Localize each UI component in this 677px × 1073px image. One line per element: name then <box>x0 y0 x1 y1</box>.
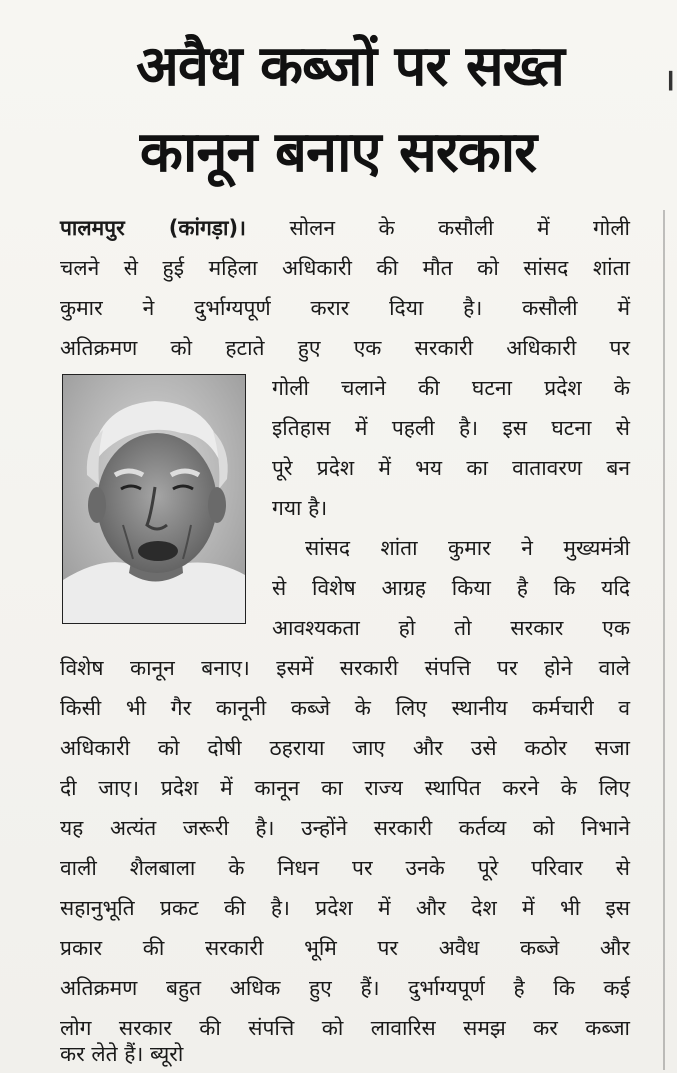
body-line-14: अधिकारी को दोषी ठहराया जाए और उसे कठोर सजा <box>60 736 630 760</box>
body-line-17: वाली शैलबाला के निधन पर उनके पूरे परिवार से <box>60 856 630 880</box>
body-line-16: यह अत्यंत जरूरी है। उन्होंने सरकारी कर्तव्य को निभाने <box>60 816 630 840</box>
body-line-15: दी जाए। प्रदेश में कानून का राज्य स्थापित करने के लिए <box>60 776 630 800</box>
body-line-13: किसी भी गैर कानूनी कब्जे के लिए स्थानीय कर्मचारी व <box>60 696 630 720</box>
portrait-photo <box>62 374 246 624</box>
body-line-21: लोग सरकार की संपत्ति को लावारिस समझ कर कब्जा <box>60 1016 630 1040</box>
body-line-1 <box>60 214 630 242</box>
dateline: पालमपुर (कांगड़ा)। <box>60 216 247 240</box>
body-line-12: विशेष कानून बनाए। इसमें सरकारी संपत्ति पर होने वाले <box>60 656 630 680</box>
adjacent-column-fragment: । <box>663 63 675 98</box>
body-line-8: गया है। <box>272 496 328 520</box>
headline-line-2: कानून बनाए सरकार <box>139 120 537 185</box>
body-line-3: कुमार ने दुर्भाग्यपूर्ण करार दिया है। कसौली में <box>60 296 630 320</box>
body-line-2: चलने से हुई महिला अधिकारी की मौत को सांसद शांता <box>60 256 630 280</box>
body-line-22: कर लेते हैं। ब्यूरो <box>60 1042 184 1066</box>
headline-line-1: अवैध कब्जों पर सख्त <box>136 34 564 99</box>
body-line-11: आवश्यकता हो तो सरकार एक <box>272 616 630 640</box>
body-line-5: गोली चलाने की घटना प्रदेश के <box>272 376 630 400</box>
body-line-19: प्रकार की सरकारी भूमि पर अवैध कब्जे और <box>60 936 630 960</box>
body-text: सोलन के कसौली में गोली <box>289 216 630 240</box>
body-line-4: अतिक्रमण को हटाते हुए एक सरकारी अधिकारी पर <box>60 336 630 360</box>
adjacent-column-edge <box>663 210 677 1070</box>
body-line-20: अतिक्रमण बहुत अधिक हुए हैं। दुर्भाग्यपूर्ण है कि कई <box>60 976 630 1000</box>
portrait-illustration <box>63 375 245 623</box>
body-line-6: इतिहास में पहली है। इस घटना से <box>272 416 630 440</box>
body-line-7: पूरे प्रदेश में भय का वातावरण बन <box>272 456 630 480</box>
body-line-9: सांसद शांता कुमार ने मुख्यमंत्री <box>305 536 630 560</box>
body-line-10: से विशेष आग्रह किया है कि यदि <box>272 576 630 600</box>
body-line-18: सहानुभूति प्रकट की है। प्रदेश में और देश में भी इस <box>60 896 630 920</box>
